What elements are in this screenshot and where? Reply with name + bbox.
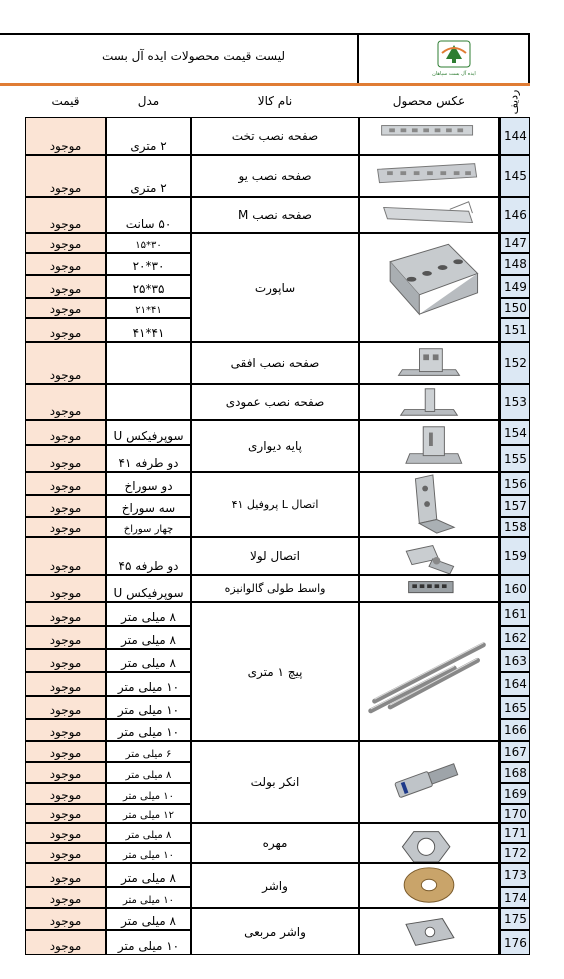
product-photo-cell (359, 741, 499, 823)
product-rods-icon (361, 603, 497, 740)
product-name-cell (191, 472, 359, 537)
model-text: سوپرفیکس U (113, 586, 184, 600)
product-name-cell (191, 741, 359, 823)
model-text: ۸ میلی متر (121, 914, 176, 928)
model-cell (106, 275, 191, 298)
row-number: 148 (499, 253, 530, 275)
model-cell (106, 649, 191, 672)
row-number: 170 (499, 804, 530, 823)
logo-caption: ایده آل بست سپاهان (432, 71, 476, 77)
product-photo-cell (359, 908, 499, 955)
model-text: ۳۵*۲۵ (132, 282, 165, 296)
product-lbracket-icon (361, 473, 497, 536)
price-cell (25, 197, 106, 233)
product-name-cell (191, 537, 359, 575)
price-cell (25, 233, 106, 253)
product-uplate-icon (361, 156, 497, 196)
price-cell (25, 672, 106, 696)
price-cell (25, 298, 106, 318)
row-number: 162 (499, 626, 530, 649)
model-text: ۳۰*۱۵ (135, 240, 162, 251)
model-text: ۱۰ میلی متر (117, 725, 180, 739)
price-status: موجود (49, 746, 82, 760)
price-cell (25, 342, 106, 384)
price-status: موجود (49, 680, 82, 694)
product-name: انکر بولت (250, 775, 300, 789)
price-status: موجود (49, 456, 82, 470)
product-anchor-icon (361, 742, 497, 822)
product-photo-cell (359, 197, 499, 233)
product-hinge-icon (361, 538, 497, 574)
row-number: 161 (499, 602, 530, 626)
row-number: 145 (499, 155, 530, 197)
product-name-cell (191, 155, 359, 197)
price-cell (25, 843, 106, 863)
row-number: 163 (499, 649, 530, 672)
row-number: 169 (499, 783, 530, 804)
product-washer-icon (361, 864, 497, 907)
model-text: ۱۰ میلی متر (122, 895, 175, 906)
row-number: 157 (499, 495, 530, 517)
product-name-cell (191, 863, 359, 908)
price-cell (25, 472, 106, 495)
product-squarewasher-icon (361, 909, 497, 954)
header-model: مدل (137, 94, 160, 108)
product-name-cell (191, 342, 359, 384)
model-cell (106, 233, 191, 253)
price-status: موجود (49, 939, 82, 953)
logo-box (359, 33, 530, 83)
model-cell (106, 602, 191, 626)
product-connector-icon (361, 576, 497, 601)
model-cell (106, 495, 191, 517)
row-number: 144 (499, 117, 530, 155)
row-number: 165 (499, 696, 530, 719)
model-text: ۴۱*۲۱ (135, 305, 162, 316)
model-cell (106, 887, 191, 908)
model-cell (106, 342, 191, 384)
price-status: موجود (49, 586, 82, 600)
price-status: موجود (49, 559, 82, 573)
price-cell (25, 420, 106, 445)
model-cell (106, 843, 191, 863)
price-cell (25, 495, 106, 517)
row-number: 174 (499, 887, 530, 908)
price-cell (25, 823, 106, 843)
price-status: موجود (49, 479, 82, 493)
product-photo-cell (359, 233, 499, 342)
header-rule (0, 83, 530, 86)
model-cell (106, 318, 191, 342)
model-text: دو سوراخ (124, 479, 173, 493)
row-number: 159 (499, 537, 530, 575)
product-name: صفحه نصب یو (238, 169, 312, 183)
price-cell (25, 719, 106, 741)
product-name: واشر مربعی (244, 924, 306, 939)
price-status: موجود (49, 237, 82, 251)
row-number: 173 (499, 863, 530, 887)
title-box (0, 33, 359, 83)
row-number: 152 (499, 342, 530, 384)
model-text: ۸ میلی متر (121, 633, 176, 647)
product-plate-icon (361, 118, 497, 154)
model-text: ۶ میلی متر (125, 749, 172, 760)
row-number: 150 (499, 298, 530, 318)
product-photo-cell (359, 823, 499, 863)
price-status: موجود (49, 610, 82, 624)
model-cell (106, 298, 191, 318)
price-status: موجود (49, 827, 82, 841)
model-text: چهار سوراخ (123, 524, 174, 535)
price-cell (25, 783, 106, 804)
model-text: ۱۰ میلی متر (117, 680, 180, 694)
row-number: 156 (499, 472, 530, 495)
model-cell (106, 783, 191, 804)
product-name-cell (191, 384, 359, 420)
price-status: موجود (49, 259, 82, 273)
price-status: موجود (49, 404, 82, 418)
model-text: ۸ میلی متر (121, 610, 176, 624)
price-status: موجود (49, 656, 82, 670)
row-number: 167 (499, 741, 530, 762)
model-text: ۸ میلی متر (121, 871, 176, 885)
product-name-cell (191, 575, 359, 602)
price-cell (25, 253, 106, 275)
product-name-cell (191, 233, 359, 342)
model-text: ۸ میلی متر (125, 770, 172, 781)
price-status: موجود (49, 326, 82, 340)
price-status: موجود (49, 767, 82, 781)
product-name: صفحه نصب M (238, 208, 312, 222)
price-status: موجود (49, 302, 82, 316)
model-cell (106, 762, 191, 783)
product-name: صفحه نصب افقی (230, 356, 320, 370)
price-status: موجود (49, 633, 82, 647)
model-cell (106, 384, 191, 420)
model-cell (106, 445, 191, 472)
model-cell (106, 472, 191, 495)
product-photo-cell (359, 602, 499, 741)
price-status: موجود (49, 368, 82, 382)
model-cell (106, 804, 191, 823)
product-hbracket-icon (361, 343, 497, 383)
product-name-cell (191, 197, 359, 233)
model-text: ۱۰ میلی متر (117, 703, 180, 717)
row-number: 164 (499, 672, 530, 696)
product-name: اتصال L پروفیل ۴۱ (231, 498, 319, 511)
price-cell (25, 575, 106, 602)
header-row (499, 88, 530, 116)
model-cell (106, 741, 191, 762)
price-cell (25, 741, 106, 762)
row-number: 172 (499, 843, 530, 863)
product-name: پیچ ۱ متری (247, 664, 303, 679)
page-title: لیست قیمت محصولات ایده آل بست (102, 49, 285, 63)
model-text: ۱۲ میلی متر (122, 810, 175, 821)
model-text: ۲ متری (130, 181, 167, 195)
header-photo: عکس محصول (392, 94, 466, 108)
row-number: 168 (499, 762, 530, 783)
product-name: اتصال لولا (250, 549, 300, 563)
model-cell (106, 420, 191, 445)
row-number: 146 (499, 197, 530, 233)
row-number: 176 (499, 930, 530, 955)
product-photo-cell (359, 575, 499, 602)
price-cell (25, 155, 106, 197)
model-text: سه سوراخ (121, 501, 176, 515)
product-photo-cell (359, 537, 499, 575)
price-cell (25, 445, 106, 472)
model-cell (106, 696, 191, 719)
model-text: ۱۰ میلی متر (122, 791, 175, 802)
product-strut-icon (361, 234, 497, 341)
product-photo-cell (359, 342, 499, 384)
price-status: موجود (49, 139, 82, 153)
header-name: نام کالا (257, 94, 293, 108)
price-cell (25, 517, 106, 537)
model-text: ۳۰*۲۰ (132, 259, 165, 273)
row-number: 175 (499, 908, 530, 930)
price-status: موجود (49, 807, 82, 821)
product-name-cell (191, 823, 359, 863)
price-status: موجود (49, 429, 82, 443)
row-number: 171 (499, 823, 530, 843)
product-vbracket-icon (361, 385, 497, 419)
price-cell (25, 626, 106, 649)
row-number: 160 (499, 575, 530, 602)
product-wall-icon (361, 421, 497, 471)
price-cell (25, 762, 106, 783)
row-number: 149 (499, 275, 530, 298)
price-cell (25, 930, 106, 955)
model-cell (106, 155, 191, 197)
row-number: 166 (499, 719, 530, 741)
model-cell (106, 823, 191, 843)
row-number: 154 (499, 420, 530, 445)
product-photo-cell (359, 472, 499, 537)
price-cell (25, 275, 106, 298)
price-status: موجود (49, 871, 82, 885)
model-text: ۸ میلی متر (121, 656, 176, 670)
price-status: موجود (49, 725, 82, 739)
price-cell (25, 602, 106, 626)
model-cell (106, 517, 191, 537)
price-cell (25, 887, 106, 908)
model-cell (106, 575, 191, 602)
price-cell (25, 696, 106, 719)
product-name: واسط طولی گالوانیزه (224, 582, 326, 595)
model-text: ۲ متری (130, 139, 167, 153)
product-name: صفحه نصب تخت (231, 129, 319, 143)
price-cell (25, 117, 106, 155)
product-photo-cell (359, 420, 499, 472)
price-status: موجود (49, 282, 82, 296)
product-name: صفحه نصب عمودی (225, 395, 325, 409)
price-cell (25, 537, 106, 575)
product-name-cell (191, 602, 359, 741)
header-price: قیمت (51, 94, 80, 108)
price-status: موجود (49, 914, 82, 928)
price-status: موجود (49, 847, 82, 861)
price-status: موجود (49, 703, 82, 717)
price-cell (25, 649, 106, 672)
model-text: ۵۰ سانت (125, 217, 172, 231)
product-name-cell (191, 420, 359, 472)
model-cell (106, 908, 191, 930)
product-photo-cell (359, 155, 499, 197)
model-cell (106, 719, 191, 741)
price-status: موجود (49, 501, 82, 515)
product-mplate-icon (361, 198, 497, 232)
price-cell (25, 863, 106, 887)
row-number: 147 (499, 233, 530, 253)
model-text: ۸ میلی متر (125, 830, 172, 841)
price-cell (25, 318, 106, 342)
product-name-cell (191, 908, 359, 955)
product-nut-icon (361, 824, 497, 862)
model-text: سوپرفیکس U (113, 429, 184, 443)
row-number: 155 (499, 445, 530, 472)
product-photo-cell (359, 117, 499, 155)
price-cell (25, 804, 106, 823)
product-name-cell (191, 117, 359, 155)
model-cell (106, 930, 191, 955)
product-name: واشر (262, 878, 288, 893)
row-number: 151 (499, 318, 530, 342)
model-cell (106, 672, 191, 696)
model-cell (106, 253, 191, 275)
model-text: ۱۰ میلی متر (117, 939, 180, 953)
model-text: ۱۰ میلی متر (122, 850, 175, 861)
model-cell (106, 537, 191, 575)
price-status: موجود (49, 181, 82, 195)
product-photo-cell (359, 384, 499, 420)
price-status: موجود (49, 892, 82, 906)
price-status: موجود (49, 788, 82, 802)
price-status: موجود (49, 521, 82, 535)
model-cell (106, 197, 191, 233)
model-cell (106, 626, 191, 649)
row-number: 158 (499, 517, 530, 537)
price-status: موجود (49, 217, 82, 231)
product-name: پایه دیواری (248, 439, 302, 453)
product-photo-cell (359, 863, 499, 908)
model-cell (106, 863, 191, 887)
price-cell (25, 384, 106, 420)
model-text: ۴۱*۴۱ (132, 326, 165, 340)
product-name: ساپورت (254, 280, 296, 295)
price-cell (25, 908, 106, 930)
model-text: دو طرفه ۴۱ (118, 456, 179, 470)
header-row-label: ردیف (507, 89, 521, 115)
model-cell (106, 117, 191, 155)
model-text: دو طرفه ۴۵ (118, 559, 179, 573)
product-name: مهره (262, 836, 288, 850)
row-number: 153 (499, 384, 530, 420)
